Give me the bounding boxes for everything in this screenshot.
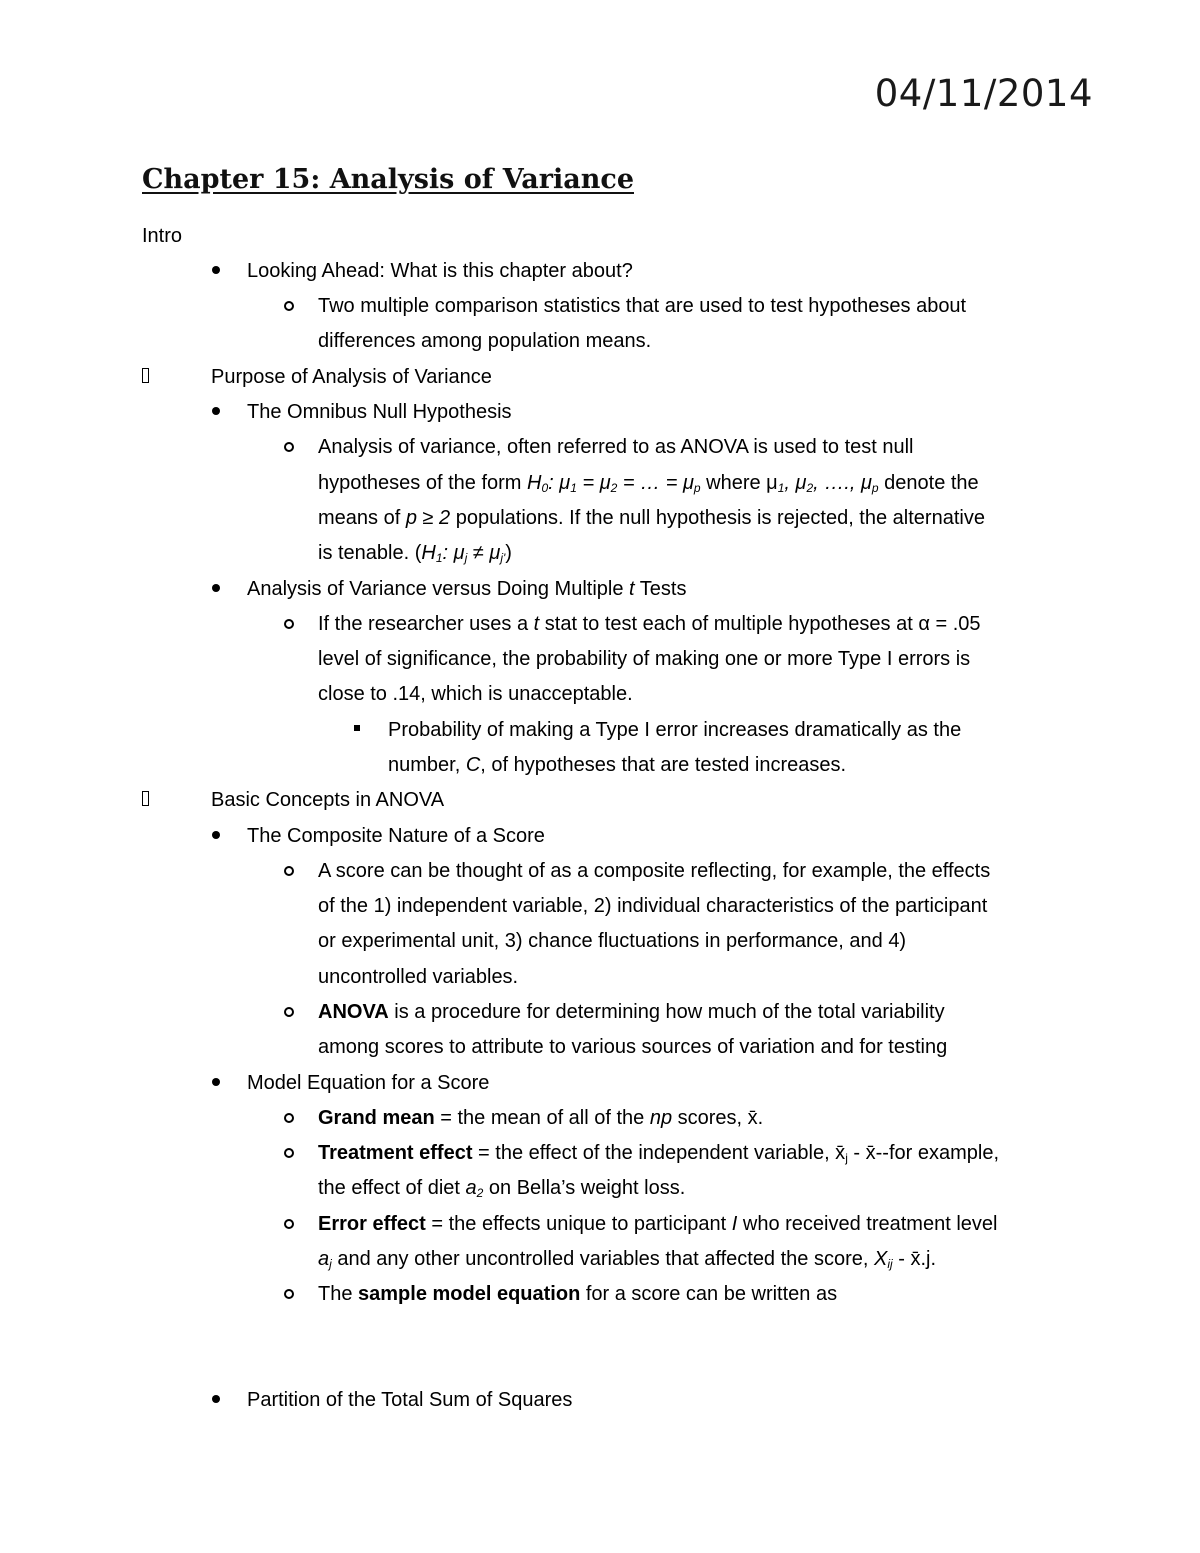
circle-bullet-icon xyxy=(284,866,294,876)
circle-bullet-icon xyxy=(284,301,294,311)
circle-bullet-icon xyxy=(284,619,294,629)
list-item-continued: of the 1) independent variable, 2) individual characteristics of the participant xyxy=(318,895,988,917)
list-item-continued: close to .14, which is unacceptable. xyxy=(318,683,633,705)
list-item: Looking Ahead: What is this chapter about? xyxy=(247,260,633,282)
list-item-continued: among scores to attribute to various sources of variation and for testing xyxy=(318,1036,948,1058)
list-item: Model Equation for a Score xyxy=(247,1072,490,1094)
bullet-icon xyxy=(212,584,220,592)
bullet-icon xyxy=(212,831,220,839)
circle-bullet-icon xyxy=(284,1289,294,1299)
chapter-title: Chapter 15: Analysis of Variance xyxy=(142,164,634,195)
list-item: Error effect = the effects unique to participant I who received treatment level xyxy=(318,1213,998,1235)
list-item-continued: or experimental unit, 3) chance fluctuations in performance, and 4) xyxy=(318,930,907,952)
list-item-continued: hypotheses of the form $H_0$: $\mu_1 = \mu_2$ = … = $\mu_p$ where $\mu_1$, $\mu_2$, …., $\mu_p$ denote the xyxy=(318,472,979,495)
list-item-continued: is tenable. ($H_1$: $\mu_j \ne \mu_{j'}$) xyxy=(318,542,512,565)
bullet-icon xyxy=(212,407,220,415)
list-item: The Composite Nature of a Score xyxy=(247,825,545,847)
circle-bullet-icon xyxy=(284,1219,294,1229)
bullet-icon xyxy=(212,266,220,274)
list-item: A score can be thought of as a composite reflecting, for example, the effects xyxy=(318,860,991,882)
list-item-continued: level of significance, the probability of making one or more Type I errors is xyxy=(318,648,971,670)
square-bullet-icon xyxy=(354,725,360,731)
section-intro: Intro xyxy=(142,225,183,247)
circle-bullet-icon xyxy=(284,1148,294,1158)
list-item-continued: the effect of diet $a_2$ on Bella’s weight loss. xyxy=(318,1177,686,1200)
circle-bullet-icon xyxy=(284,442,294,452)
list-item: Treatment effect = the effect of the independent variable, $x̄_j$ - x̄--for example, xyxy=(318,1142,1000,1165)
list-item: Analysis of Variance versus Doing Multiple t Tests xyxy=(247,578,687,600)
checkbox-glyph-icon xyxy=(142,368,149,383)
list-item: Partition of the Total Sum of Squares xyxy=(247,1389,573,1411)
list-item-continued: number, C, of hypotheses that are tested increases. xyxy=(388,754,847,776)
list-item: The sample model equation for a score can be written as xyxy=(318,1283,838,1305)
list-item: Grand mean = the mean of all of the np scores, x̄. xyxy=(318,1107,764,1129)
checkbox-glyph-icon xyxy=(142,791,149,806)
list-item-continued: uncontrolled variables. xyxy=(318,966,519,988)
list-item: Analysis of variance, often referred to as ANOVA is used to test null xyxy=(318,436,914,458)
list-item: Two multiple comparison statistics that are used to test hypotheses about xyxy=(318,295,967,317)
date-header: 04/11/2014 xyxy=(874,72,1093,115)
section-heading: Purpose of Analysis of Variance xyxy=(211,366,492,388)
bullet-icon xyxy=(212,1395,220,1403)
circle-bullet-icon xyxy=(284,1007,294,1017)
list-item-continued: $a_j$ and any other uncontrolled variables that affected the score, $X_{ij}$ - x̄.j. xyxy=(318,1248,937,1271)
section-heading: Basic Concepts in ANOVA xyxy=(211,789,445,811)
list-item: If the researcher uses a t stat to test each of multiple hypotheses at α = .05 xyxy=(318,613,981,635)
list-item: ANOVA is a procedure for determining how much of the total variability xyxy=(318,1001,945,1023)
list-item: Probability of making a Type I error increases dramatically as the xyxy=(388,719,962,741)
circle-bullet-icon xyxy=(284,1113,294,1123)
bullet-icon xyxy=(212,1078,220,1086)
list-item-continued: means of p ≥ 2 populations. If the null hypothesis is rejected, the alternative xyxy=(318,507,985,529)
list-item-continued: differences among population means. xyxy=(318,330,652,352)
list-item: The Omnibus Null Hypothesis xyxy=(247,401,512,423)
